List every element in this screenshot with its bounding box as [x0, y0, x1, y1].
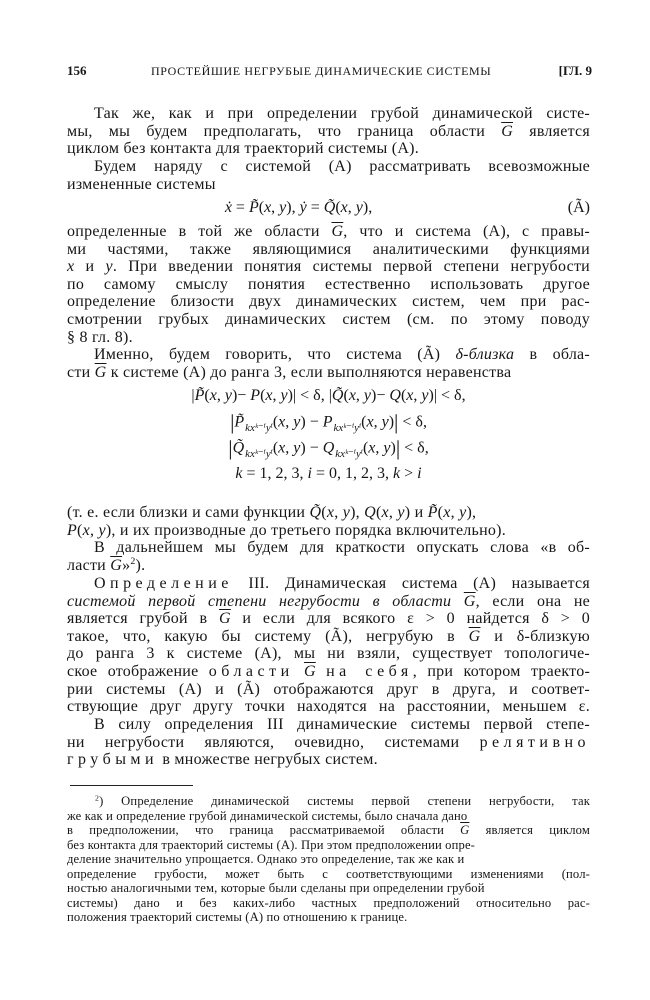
text-run: Именно, будем говорить, что система (Ã) [94, 346, 456, 364]
text-run: смотрении грубых динамических систем (см. по этому поводу [67, 311, 590, 328]
math-italic: i [307, 465, 312, 482]
formula-line [37, 197, 560, 219]
derivative-index [334, 424, 362, 434]
page-number: 156 [67, 63, 87, 78]
absolute-bar: | [228, 436, 233, 460]
text-run: ), и их производные до третьего порядка включительно). [105, 521, 506, 539]
math-italic: x [264, 199, 272, 216]
math-italic: y [383, 439, 391, 457]
text-run: | [191, 387, 195, 404]
spaced-emphasis: на себя [326, 663, 413, 680]
text-run: , [375, 439, 384, 457]
math-italic: Q̃ [232, 439, 245, 457]
text-run: в предположении, что граница рассматриваемой области [67, 823, 461, 837]
text-run: ) [388, 413, 395, 431]
footnote-line [67, 910, 590, 925]
subscript: xᵏ⁻ⁱyⁱ [250, 448, 273, 461]
math-italic: x [326, 504, 335, 521]
text-run: ( [437, 504, 444, 521]
math-italic: P̃ [234, 413, 245, 431]
text-line [67, 556, 590, 576]
text-line [67, 175, 590, 195]
line-content [67, 852, 464, 867]
text-run: III. Динамическая система (A) называется [232, 575, 590, 592]
math-italic: системой первой степени негрубости в области [67, 592, 464, 610]
math-italic: y [355, 199, 363, 216]
text-run: ( [343, 387, 349, 404]
text-run: циклом без контакта для траекторий системы (A). [67, 140, 419, 158]
line-content [67, 794, 590, 809]
text-run: определение грубости, может быть с соответствующими изменениями (пол- [67, 866, 590, 881]
math-italic: Q̃ [309, 504, 322, 521]
line-content [67, 881, 485, 896]
footnote-line [67, 881, 590, 896]
math-italic: δ-близка [455, 346, 515, 364]
footnote-marker: 2 [130, 556, 136, 568]
math-italic: P̃ [194, 387, 205, 404]
text-run: и если для всякого ε > 0 найдется δ > 0 [230, 610, 590, 628]
formula-line [67, 411, 590, 434]
line-content [67, 896, 590, 911]
math-italic: y [293, 413, 301, 431]
math-italic: x [67, 258, 75, 276]
region-symbol-overlined: $\overline{G}$ [110, 557, 123, 574]
text-run: ( [375, 504, 382, 521]
math-italic: y [397, 504, 405, 521]
math-italic: ẏ [299, 199, 307, 216]
absolute-bar: | [395, 436, 401, 460]
math-italic: y [421, 387, 429, 404]
line-content [67, 363, 511, 383]
math-italic: P̃ [248, 199, 259, 216]
math-italic: y [224, 387, 232, 404]
footnote-separator [70, 785, 193, 786]
text-line [67, 538, 590, 558]
text-run: является циклом [469, 823, 590, 837]
text-run: измененные системы [67, 175, 216, 193]
math-italic: x [443, 504, 451, 521]
derivative-index [245, 424, 273, 434]
text-run: , [272, 387, 281, 404]
math-italic: x [406, 387, 414, 404]
text-run: = [306, 199, 324, 216]
text-run: )| < δ, | [287, 387, 332, 404]
math-italic: P [250, 387, 261, 404]
line-content [67, 823, 590, 838]
footnote-line [67, 838, 590, 853]
line-content [67, 838, 475, 853]
math-italic: x [265, 387, 273, 404]
absolute-bar: | [394, 410, 399, 434]
text-run: , [413, 387, 422, 404]
text-run: )| < δ, [428, 387, 466, 404]
text-run: )− [231, 387, 251, 404]
text-run: = 1, 2, 3, [242, 465, 308, 482]
footnote-line [67, 852, 590, 867]
text-run: , [216, 387, 225, 404]
region-symbol-overlined: $\overline{G}$ [303, 663, 316, 680]
text-run: , что и система (A), с правы- [343, 223, 590, 240]
math-italic: x [381, 504, 389, 521]
text-run: ) − [300, 439, 323, 457]
formula-line [67, 437, 590, 460]
math-italic: Q [389, 387, 401, 404]
math-italic: P [322, 413, 333, 431]
line-content [67, 910, 407, 925]
spaced-emphasis: релятивно [479, 733, 590, 751]
text-run: , [334, 504, 343, 521]
text-run: системы) дано и без каких-либо частных предположений относительно рас- [67, 895, 590, 910]
region-symbol-overlined: $\overline{G}$ [331, 223, 344, 240]
math-italic: y [105, 258, 113, 276]
superscript: k [333, 422, 339, 435]
text-run: , [373, 413, 382, 431]
text-run: ), [350, 504, 365, 521]
text-run: определенные в той же области [67, 223, 332, 240]
math-italic: x [278, 439, 286, 457]
text-run: ), [362, 199, 373, 216]
text-run: рии системы (A) и (Ã) отображаются друг в друга, и соответ- [67, 680, 590, 698]
text-run: ), [286, 199, 300, 216]
region-symbol-overlined: $\overline{G}$ [94, 363, 107, 381]
text-run: положения траекторий системы (A) по отношению к границе. [67, 910, 408, 924]
text-run: , при котором траекто- [412, 663, 591, 680]
line-content [67, 809, 467, 824]
math-italic: i [417, 465, 422, 482]
math-italic: y [342, 504, 351, 521]
text-run: в обла- [514, 346, 590, 364]
text-run: ское отображение [67, 663, 209, 680]
text-run: ствующие друг другу точки находятся на расстоянии, меньшем ε. [67, 698, 590, 716]
text-run: ностью аналогичными тем, которые были сделаны при определении грубой [67, 881, 485, 895]
region-symbol-overlined: $\overline{G}$ [501, 122, 514, 140]
text-run: ( [258, 199, 265, 216]
text-run: , если она не [475, 592, 590, 610]
text-run: » [122, 557, 131, 574]
text-run: определение близости двух динамических систем, чем при рас- [67, 293, 590, 311]
text-run [316, 663, 326, 680]
text-run: ми частями, также являющимися аналитическими функциями [67, 240, 590, 258]
text-run: ( [400, 387, 407, 404]
text-run: сти [67, 363, 95, 381]
text-run [294, 663, 304, 680]
derivative-index [245, 450, 273, 460]
math-italic: P̃ [427, 504, 438, 521]
chapter-label: [ГЛ. 9 [558, 63, 592, 78]
text-run: мы, мы будем предполагать, что граница области [67, 122, 502, 140]
text-run: )− [371, 387, 390, 404]
line-content [67, 538, 590, 558]
text-run: является [513, 122, 591, 140]
text-line [67, 363, 590, 383]
running-title: ПРОСТЕЙШИЕ НЕГРУБЫЕ ДИНАМИЧЕСКИЕ СИСТЕМЫ [151, 64, 492, 78]
line-content [67, 175, 216, 195]
text-run: ( [77, 521, 83, 539]
text-run: § 8 гл. 8). [67, 328, 133, 346]
text-run: , [89, 521, 99, 539]
math-italic: ẋ [224, 199, 232, 216]
subscript: xᵏ⁻ⁱyⁱ [338, 422, 362, 435]
equation-tag: (Ã) [567, 199, 590, 216]
footnote-line [67, 823, 590, 838]
text-run: = [231, 199, 249, 216]
math-italic: y [381, 413, 389, 431]
line-content [67, 867, 590, 882]
region-symbol-overlined: $\overline{G}$ [460, 823, 470, 837]
math-italic: x [340, 199, 348, 216]
text-run: , [355, 387, 364, 404]
text-run: ( [361, 413, 367, 431]
math-italic: y [98, 521, 106, 539]
math-italic: x [278, 413, 286, 431]
math-italic: Q̃ [331, 387, 344, 404]
text-run: является грубой в [67, 610, 219, 628]
text-run: ), [466, 504, 477, 521]
text-run: и δ-близкую [480, 627, 590, 645]
math-italic: y [279, 199, 287, 216]
text-run: по самому смыслу понятия естественно использовать другое [67, 275, 590, 293]
derivative-index [335, 450, 363, 460]
footnote-line [67, 896, 590, 911]
text-run: деление значительно упрощается. Однако это определение, так же как и [67, 852, 465, 866]
text-run: ) Определение динамической системы первой степени негрубости, так [99, 794, 590, 808]
text-run: в множестве негрубых систем. [158, 751, 378, 768]
text-run: (т. е. если близки и сами функции [67, 504, 310, 521]
text-run: , [450, 504, 460, 521]
math-italic: Q [322, 439, 335, 457]
math-italic: y [459, 504, 467, 521]
superscript: k [245, 448, 250, 461]
superscript: k [335, 448, 341, 461]
text-run: , [285, 439, 294, 457]
math-italic: x [82, 521, 90, 539]
spaced-emphasis: Определение [94, 575, 233, 592]
spaced-emphasis: области [208, 663, 294, 680]
math-italic: x [368, 439, 376, 457]
text-run: же как и определение грубой динамической системы, было сначала дано [67, 808, 468, 823]
text-run: В силу определения III динамические системы первой степе- [94, 716, 590, 733]
text-run: ) [390, 439, 396, 457]
text-run: ( [260, 387, 266, 404]
text-run: , [271, 199, 280, 216]
subscript: xᵏ⁻ⁱyⁱ [250, 422, 273, 435]
text-run: . При введении понятия системы первой степени негрубости [112, 258, 590, 276]
text-run: ( [321, 504, 327, 521]
text-run: = 0, 1, 2, 3, [311, 465, 394, 482]
text-run: ( [362, 439, 369, 457]
absolute-bar: | [230, 410, 235, 434]
text-run: без контакта для траекторий системы (A). При этом предположении опре- [67, 837, 476, 852]
text-run: ласти [67, 557, 111, 574]
text-run: Так же, как и при определении грубой динамической систе- [94, 105, 590, 122]
text-run: к системе (A) до ранга 3, если выполняются неравенства [106, 363, 512, 381]
text-run: В дальнейшем мы будем для краткости опускать слова «в об- [94, 539, 590, 556]
text-run: < δ, [400, 439, 429, 457]
math-italic: k [235, 465, 243, 482]
text-run: , [285, 413, 294, 431]
math-italic: x [366, 413, 374, 431]
formula-line [67, 385, 590, 407]
text-run: ( [204, 387, 210, 404]
footnote-line [67, 809, 590, 824]
region-symbol-overlined: $\overline{G}$ [463, 592, 476, 610]
line-content [67, 556, 145, 576]
footnote-line [67, 794, 590, 809]
math-italic: Q̃ [323, 199, 336, 216]
footnote-marker: 2 [95, 793, 100, 803]
superscript: k [245, 422, 250, 435]
math-italic: y [293, 439, 301, 457]
formula-line [67, 463, 590, 485]
text-run: < δ, [398, 413, 427, 431]
text-run: > [400, 465, 418, 482]
text-run: ( [272, 413, 279, 431]
text-run: и [74, 258, 106, 276]
text-line [67, 750, 590, 770]
text-run: ) и [404, 504, 428, 521]
text-run: ). [135, 557, 146, 574]
math-italic: y [363, 387, 372, 404]
region-symbol-overlined: $\overline{G}$ [218, 610, 231, 628]
math-italic: k [393, 465, 401, 482]
text-run: такое, что, какую бы систему (Ã), негрубую в [67, 627, 469, 645]
math-italic: x [209, 387, 217, 404]
region-symbol-overlined: $\overline{G}$ [468, 627, 481, 645]
subscript: xᵏ⁻ⁱyⁱ [340, 448, 363, 461]
line-content [67, 750, 378, 770]
text-run: ни негрубости являются, очевидно, системами [67, 733, 480, 751]
text-run: ) − [300, 413, 323, 431]
text-run: Будем наряду с системой (A) рассматривать всевозможные [94, 158, 590, 175]
text-run: , [347, 199, 356, 216]
math-italic: Q [364, 504, 376, 521]
text-run: , [388, 504, 398, 521]
text-run: до ранга 3 к системе (A), мы ни взяли, существует топологиче- [67, 645, 590, 663]
text-run: ( [335, 199, 341, 216]
text-run: ( [272, 439, 279, 457]
footnote-line [67, 867, 590, 882]
math-italic: x [348, 387, 356, 404]
math-italic: y [280, 387, 288, 404]
math-italic: P [67, 521, 78, 539]
spaced-emphasis: грубыми [67, 751, 159, 768]
